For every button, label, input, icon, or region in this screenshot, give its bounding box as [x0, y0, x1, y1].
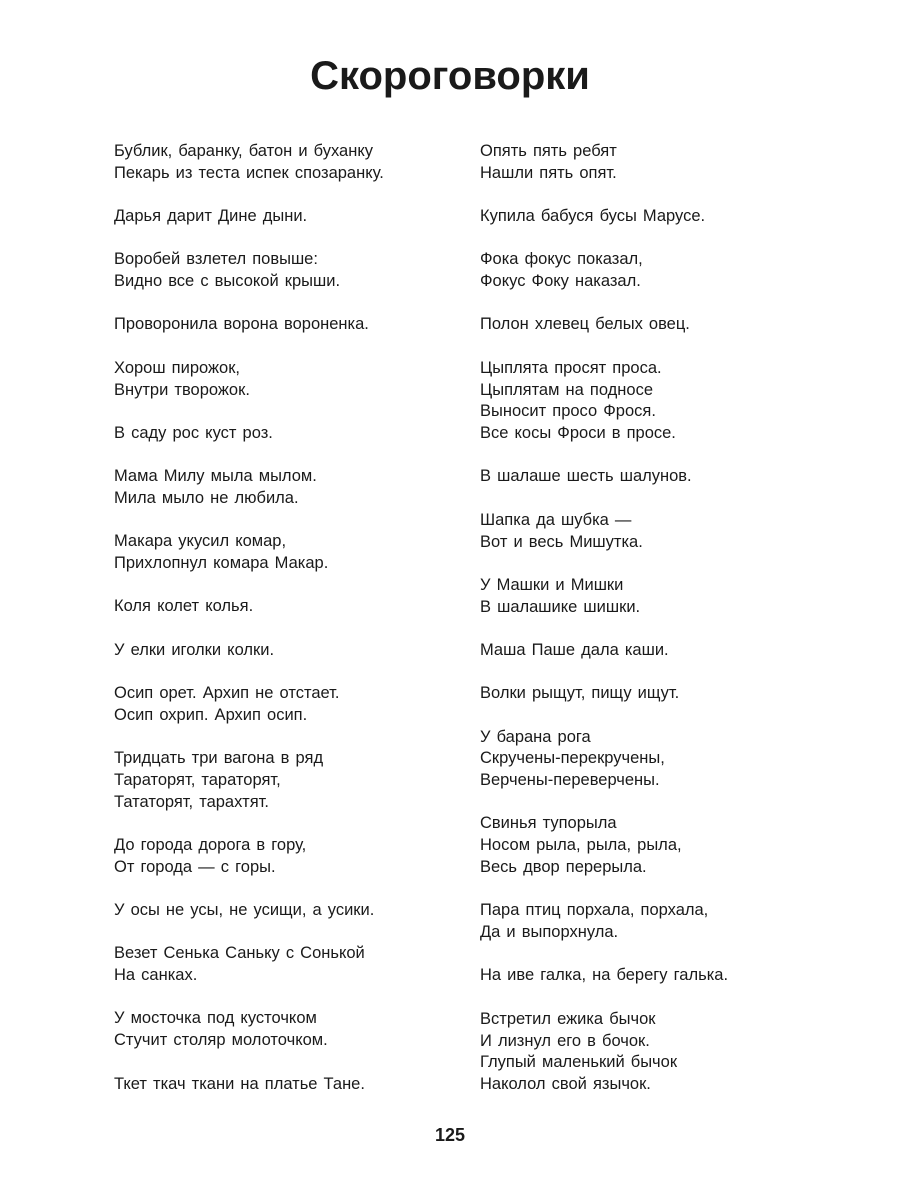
verse-line: Везет Сенька Саньку с Сонькой [114, 944, 365, 963]
verse-line: Весь двор перерыла. [480, 858, 647, 877]
verse-line: Наколол свой язычок. [480, 1075, 651, 1094]
verse-line: На иве галка, на берегу галька. [480, 966, 729, 985]
verse-line: У мосточка под кусточком [114, 1009, 317, 1028]
tongue-twister [114, 943, 464, 987]
page-number: 125 [434, 1125, 466, 1145]
verse-line: Свинья тупорыла [480, 814, 617, 833]
verse-line: Пекарь из теста испек спозаранку. [114, 163, 384, 182]
tongue-twister [114, 141, 464, 185]
tongue-twister [114, 206, 464, 228]
verse-line: Нашли пять опят. [480, 163, 617, 182]
verse-line: У осы не усы, не усищи, а усики. [114, 901, 375, 920]
verse-line: Бублик, баранку, батон и буханку [114, 142, 374, 160]
tongue-twister [114, 531, 464, 575]
left-column [114, 141, 464, 1117]
verse-line: Цыплятам на подносе [480, 380, 654, 399]
verse-line: Да и выпорхнула. [480, 923, 619, 942]
tongue-twister [480, 249, 840, 293]
tongue-twister [480, 727, 840, 792]
tongue-twister [114, 748, 464, 813]
verse-line: Выносит просо Фрося. [480, 402, 656, 421]
verse-line: Вот и весь Мишутка. [480, 532, 643, 551]
verse-line: У барана рога [480, 727, 591, 746]
tongue-twister [114, 249, 464, 293]
verse-line: Носом рыла, рыла, рыла, [480, 836, 682, 855]
tongue-twister [480, 1009, 840, 1096]
verse-line: У елки иголки колки. [114, 640, 275, 659]
verse-line: От города — с горы. [114, 857, 276, 876]
verse-line: Волки рыщут, пищу ищут. [480, 684, 680, 703]
verse-line: У Машки и Мишки [480, 575, 624, 594]
tongue-twister [114, 1074, 464, 1096]
verse-line: Шапка да шубка — [480, 510, 632, 529]
tongue-twister [114, 1008, 464, 1052]
verse-line: Видно все с высокой крыши. [114, 272, 341, 291]
verse-line: Стучит столяр молоточком. [114, 1031, 328, 1050]
verse-line: До города дорога в гору, [114, 835, 307, 854]
verse-line: Все косы Фроси в просе. [480, 424, 676, 443]
verse-line: Внутри творожок. [114, 380, 250, 399]
verse-line: Ткет ткач ткани на платье Тане. [114, 1074, 365, 1093]
verse-line: Верчены-переверчены. [480, 771, 660, 790]
verse-line: Тридцать три вагона в ряд [114, 749, 324, 768]
verse-line: И лизнул его в бочок. [480, 1031, 650, 1050]
verse-line: Купила бабуся бусы Марусе. [480, 207, 706, 226]
verse-line: Цыплята просят проса. [480, 358, 662, 377]
tongue-twister [480, 358, 840, 445]
verse-line: Полон хлевец белых овец. [480, 315, 690, 334]
verse-line: Фокус Фоку наказал. [480, 272, 641, 291]
tongue-twister [114, 314, 464, 336]
verse-line: Маша Паше дала каши. [480, 640, 669, 659]
verse-line: Проворонила ворона вороненка. [114, 315, 369, 334]
tongue-twister [114, 640, 464, 662]
tongue-twister [114, 900, 464, 922]
verse-line: Тараторят, тараторят, [114, 770, 281, 789]
tongue-twister [480, 141, 840, 185]
verse-line: Прихлопнул комара Макар. [114, 554, 329, 573]
verse-line: Опять пять ребят [480, 142, 617, 160]
verse-line: Макара укусил комар, [114, 532, 287, 551]
verse-line: На санках. [114, 966, 198, 985]
verse-line: Хорош пирожок, [114, 358, 241, 377]
verse-line: Мила мыло не любила. [114, 488, 299, 507]
tongue-twister [480, 683, 840, 705]
tongue-twister [480, 206, 840, 228]
page-title: Скороговорки [310, 54, 590, 98]
tongue-twister [480, 314, 840, 336]
tongue-twister [480, 965, 840, 987]
verse-line: Фока фокус показал, [480, 250, 643, 269]
right-column [480, 141, 840, 1117]
verse-line: Глупый маленький бычок [480, 1053, 678, 1072]
verse-line: В шалашике шишки. [480, 597, 641, 616]
verse-line: Коля колет колья. [114, 597, 254, 616]
verse-line: В саду рос куст роз. [114, 423, 273, 442]
verse-line: Воробей взлетел повыше: [114, 250, 318, 269]
tongue-twister [114, 683, 464, 727]
verse-line: Осип орет. Архип не отстает. [114, 683, 340, 702]
tongue-twister [114, 423, 464, 445]
verse-line: Пара птиц порхала, порхала, [480, 901, 709, 920]
verse-line: В шалаше шесть шалунов. [480, 467, 692, 486]
verse-line: Дарья дарит Дине дыни. [114, 207, 308, 226]
tongue-twister [480, 575, 840, 619]
verse-line: Осип охрип. Архип осип. [114, 705, 308, 724]
tongue-twister [114, 358, 464, 402]
verse-line: Скручены-перекручены, [480, 749, 665, 768]
tongue-twister [480, 510, 840, 554]
tongue-twister [114, 835, 464, 879]
verse-line: Мама Милу мыла мылом. [114, 467, 317, 486]
tongue-twister [480, 640, 840, 662]
tongue-twister [114, 596, 464, 618]
verse-line: Встретил ежика бычок [480, 1009, 656, 1028]
tongue-twister [480, 813, 840, 878]
tongue-twister [480, 466, 840, 488]
verse-line: Тататорят, тарахтят. [114, 792, 269, 811]
tongue-twister [114, 466, 464, 510]
tongue-twister [480, 900, 840, 944]
